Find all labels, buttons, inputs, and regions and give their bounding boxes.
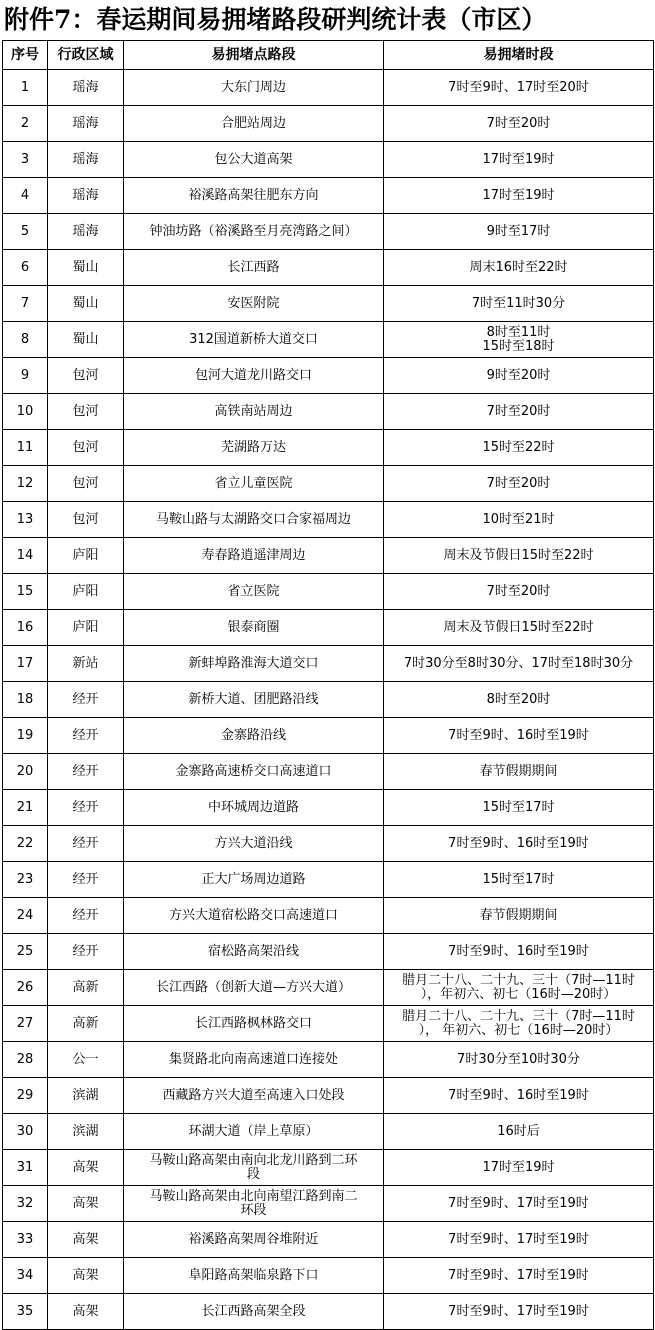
row-segment: 长江西路（创新大道—方兴大道）: [124, 970, 384, 1006]
row-number: 10: [3, 394, 48, 430]
table-row: [3, 250, 654, 286]
table-row: [3, 142, 654, 178]
table-row: [3, 790, 654, 826]
row-district: 公一: [48, 1042, 124, 1078]
row-segment: 新桥大道、团肥路沿线: [124, 682, 384, 718]
row-number: 12: [3, 466, 48, 502]
row-segment: 长江西路: [124, 250, 384, 286]
table-row: [3, 322, 654, 358]
table-row: [3, 610, 654, 646]
row-time: 7时至9时、17时至19时: [384, 1294, 654, 1330]
row-number: 32: [3, 1186, 48, 1222]
row-segment: 马鞍山路高架由北向南望江路到南二 环段: [124, 1186, 384, 1222]
row-district: 包河: [48, 430, 124, 466]
row-number: 20: [3, 754, 48, 790]
row-segment: 大东门周边: [124, 70, 384, 106]
row-district: 经开: [48, 754, 124, 790]
row-number: 33: [3, 1222, 48, 1258]
row-district: 瑶海: [48, 214, 124, 250]
table-row: [3, 1078, 654, 1114]
row-district: 包河: [48, 358, 124, 394]
table-row: [3, 862, 654, 898]
row-number: 1: [3, 70, 48, 106]
row-number: 29: [3, 1078, 48, 1114]
row-time: 17时至19时: [384, 142, 654, 178]
table-row: [3, 430, 654, 466]
row-district: 新站: [48, 646, 124, 682]
row-segment: 高铁南站周边: [124, 394, 384, 430]
row-time: 7时30分至8时30分、17时至18时30分: [384, 646, 654, 682]
row-time: 9时至17时: [384, 214, 654, 250]
table-row: [3, 574, 654, 610]
row-segment: 钟油坊路（裕溪路至月亮湾路之间）: [124, 214, 384, 250]
row-time: 8时至11时 15时至18时: [384, 322, 654, 358]
table-row: [3, 934, 654, 970]
row-number: 4: [3, 178, 48, 214]
row-time: 15时至17时: [384, 790, 654, 826]
row-number: 25: [3, 934, 48, 970]
table-row: [3, 646, 654, 682]
row-number: 30: [3, 1114, 48, 1150]
row-district: 经开: [48, 898, 124, 934]
row-segment: 西藏路方兴大道至高速入口处段: [124, 1078, 384, 1114]
row-number: 24: [3, 898, 48, 934]
table-row: [3, 358, 654, 394]
row-district: 经开: [48, 682, 124, 718]
row-number: 23: [3, 862, 48, 898]
row-time: 15时至17时: [384, 862, 654, 898]
table-row: [3, 214, 654, 250]
table-row: [3, 286, 654, 322]
row-segment: 裕溪路高架往肥东方向: [124, 178, 384, 214]
table-row: [3, 1186, 654, 1222]
row-district: 包河: [48, 502, 124, 538]
header-district: 行政区域: [48, 41, 124, 70]
row-district: 高架: [48, 1150, 124, 1186]
table-row: [3, 754, 654, 790]
row-number: 22: [3, 826, 48, 862]
row-time: 10时至21时: [384, 502, 654, 538]
row-district: 经开: [48, 862, 124, 898]
row-district: 高新: [48, 970, 124, 1006]
row-district: 高架: [48, 1186, 124, 1222]
table-row: [3, 538, 654, 574]
table-row: [3, 1042, 654, 1078]
row-segment: 马鞍山路与太湖路交口合家福周边: [124, 502, 384, 538]
table-row: [3, 70, 654, 106]
table-row: [3, 682, 654, 718]
row-number: 9: [3, 358, 48, 394]
row-district: 滨湖: [48, 1114, 124, 1150]
table-row: [3, 1222, 654, 1258]
row-district: 庐阳: [48, 538, 124, 574]
header-segment: 易拥堵点路段: [124, 41, 384, 70]
row-time: 7时至9时、16时至19时: [384, 826, 654, 862]
row-number: 5: [3, 214, 48, 250]
row-segment: 集贤路北向南高速道口连接处: [124, 1042, 384, 1078]
row-segment: 宿松路高架沿线: [124, 934, 384, 970]
row-district: 高架: [48, 1222, 124, 1258]
row-time: 7时至20时: [384, 394, 654, 430]
table-row: [3, 1006, 654, 1042]
row-number: 7: [3, 286, 48, 322]
row-segment: 金寨路高速桥交口高速道口: [124, 754, 384, 790]
row-segment: 包河大道龙川路交口: [124, 358, 384, 394]
row-number: 16: [3, 610, 48, 646]
row-time: 周末16时至22时: [384, 250, 654, 286]
row-time: 春节假期期间: [384, 754, 654, 790]
row-segment: 金寨路沿线: [124, 718, 384, 754]
header-time: 易拥堵时段: [384, 41, 654, 70]
row-segment: 芜湖路万达: [124, 430, 384, 466]
row-district: 高新: [48, 1006, 124, 1042]
row-number: 17: [3, 646, 48, 682]
row-number: 14: [3, 538, 48, 574]
row-district: 高架: [48, 1258, 124, 1294]
row-time: 7时至9时、17时至19时: [384, 1258, 654, 1294]
table-row: [3, 718, 654, 754]
row-time: 7时至9时、16时至19时: [384, 718, 654, 754]
row-number: 28: [3, 1042, 48, 1078]
row-time: 7时至9时、17时至19时: [384, 1222, 654, 1258]
table-row: [3, 178, 654, 214]
row-district: 蜀山: [48, 250, 124, 286]
row-segment: 包公大道高架: [124, 142, 384, 178]
row-district: 经开: [48, 934, 124, 970]
row-district: 庐阳: [48, 610, 124, 646]
row-district: 滨湖: [48, 1078, 124, 1114]
row-time: 7时至9时、16时至19时: [384, 1078, 654, 1114]
row-segment: 安医附院: [124, 286, 384, 322]
table-row: [3, 106, 654, 142]
row-number: 35: [3, 1294, 48, 1330]
row-number: 26: [3, 970, 48, 1006]
row-district: 蜀山: [48, 322, 124, 358]
row-district: 瑶海: [48, 106, 124, 142]
row-number: 27: [3, 1006, 48, 1042]
row-segment: 合肥站周边: [124, 106, 384, 142]
row-district: 瑶海: [48, 178, 124, 214]
row-district: 经开: [48, 790, 124, 826]
row-time: 17时至19时: [384, 178, 654, 214]
row-number: 19: [3, 718, 48, 754]
row-time: 7时至20时: [384, 106, 654, 142]
table-row: [3, 466, 654, 502]
row-time: 7时30分至10时30分: [384, 1042, 654, 1078]
row-segment: 正大广场周边道路: [124, 862, 384, 898]
row-segment: 长江西路高架全段: [124, 1294, 384, 1330]
row-segment: 寿春路逍遥津周边: [124, 538, 384, 574]
table-row: [3, 502, 654, 538]
row-district: 经开: [48, 826, 124, 862]
row-district: 经开: [48, 718, 124, 754]
row-number: 15: [3, 574, 48, 610]
row-segment: 环湖大道（岸上草原）: [124, 1114, 384, 1150]
row-time: 周末及节假日15时至22时: [384, 538, 654, 574]
row-number: 3: [3, 142, 48, 178]
row-number: 31: [3, 1150, 48, 1186]
row-time: 7时至9时、16时至19时: [384, 934, 654, 970]
row-time: 8时至20时: [384, 682, 654, 718]
row-district: 高架: [48, 1294, 124, 1330]
page-title: 附件7：春运期间易拥堵路段研判统计表（市区）: [4, 5, 547, 34]
row-time: 7时至20时: [384, 574, 654, 610]
table-row: [3, 898, 654, 934]
header-no: 序号: [3, 41, 48, 70]
row-segment: 阜阳路高架临泉路下口: [124, 1258, 384, 1294]
row-segment: 长江西路枫林路交口: [124, 1006, 384, 1042]
row-segment: 银泰商圈: [124, 610, 384, 646]
table-row: [3, 970, 654, 1006]
row-number: 6: [3, 250, 48, 286]
row-number: 13: [3, 502, 48, 538]
table-row: [3, 1150, 654, 1186]
row-segment: 省立儿童医院: [124, 466, 384, 502]
row-time: 9时至20时: [384, 358, 654, 394]
row-time: 7时至9时、17时至19时: [384, 1186, 654, 1222]
row-time: 16时后: [384, 1114, 654, 1150]
row-time: 15时至22时: [384, 430, 654, 466]
table-row: [3, 826, 654, 862]
row-time: 17时至19时: [384, 1150, 654, 1186]
row-time: 春节假期期间: [384, 898, 654, 934]
row-number: 11: [3, 430, 48, 466]
row-segment: 马鞍山路高架由南向北龙川路到二环 段: [124, 1150, 384, 1186]
row-segment: 方兴大道沿线: [124, 826, 384, 862]
row-number: 8: [3, 322, 48, 358]
row-district: 包河: [48, 466, 124, 502]
row-number: 21: [3, 790, 48, 826]
table-header-row: [3, 41, 654, 70]
row-number: 2: [3, 106, 48, 142]
row-district: 包河: [48, 394, 124, 430]
row-segment: 省立医院: [124, 574, 384, 610]
row-time: 7时至9时、17时至20时: [384, 70, 654, 106]
row-district: 庐阳: [48, 574, 124, 610]
row-time: 7时至11时30分: [384, 286, 654, 322]
row-segment: 新蚌埠路淮海大道交口: [124, 646, 384, 682]
row-time: 周末及节假日15时至22时: [384, 610, 654, 646]
table-body: [3, 70, 654, 1330]
row-district: 蜀山: [48, 286, 124, 322]
row-segment: 中环城周边道路: [124, 790, 384, 826]
row-number: 34: [3, 1258, 48, 1294]
table-row: [3, 1294, 654, 1330]
row-district: 瑶海: [48, 142, 124, 178]
table-row: [3, 394, 654, 430]
row-time: 腊月二十八、二十九、三十（7时—11时 ）， 年初六、初七（16时—20时）: [384, 1006, 654, 1042]
congestion-table: [2, 40, 654, 1330]
row-time: 7时至20时: [384, 466, 654, 502]
row-district: 瑶海: [48, 70, 124, 106]
table-row: [3, 1258, 654, 1294]
row-segment: 方兴大道宿松路交口高速道口: [124, 898, 384, 934]
row-segment: 裕溪路高架周谷堆附近: [124, 1222, 384, 1258]
row-number: 18: [3, 682, 48, 718]
row-segment: 312国道新桥大道交口: [124, 322, 384, 358]
row-time: 腊月二十八、二十九、三十（7时—11时 ），年初六、初七（16时—20时）: [384, 970, 654, 1006]
table-row: [3, 1114, 654, 1150]
